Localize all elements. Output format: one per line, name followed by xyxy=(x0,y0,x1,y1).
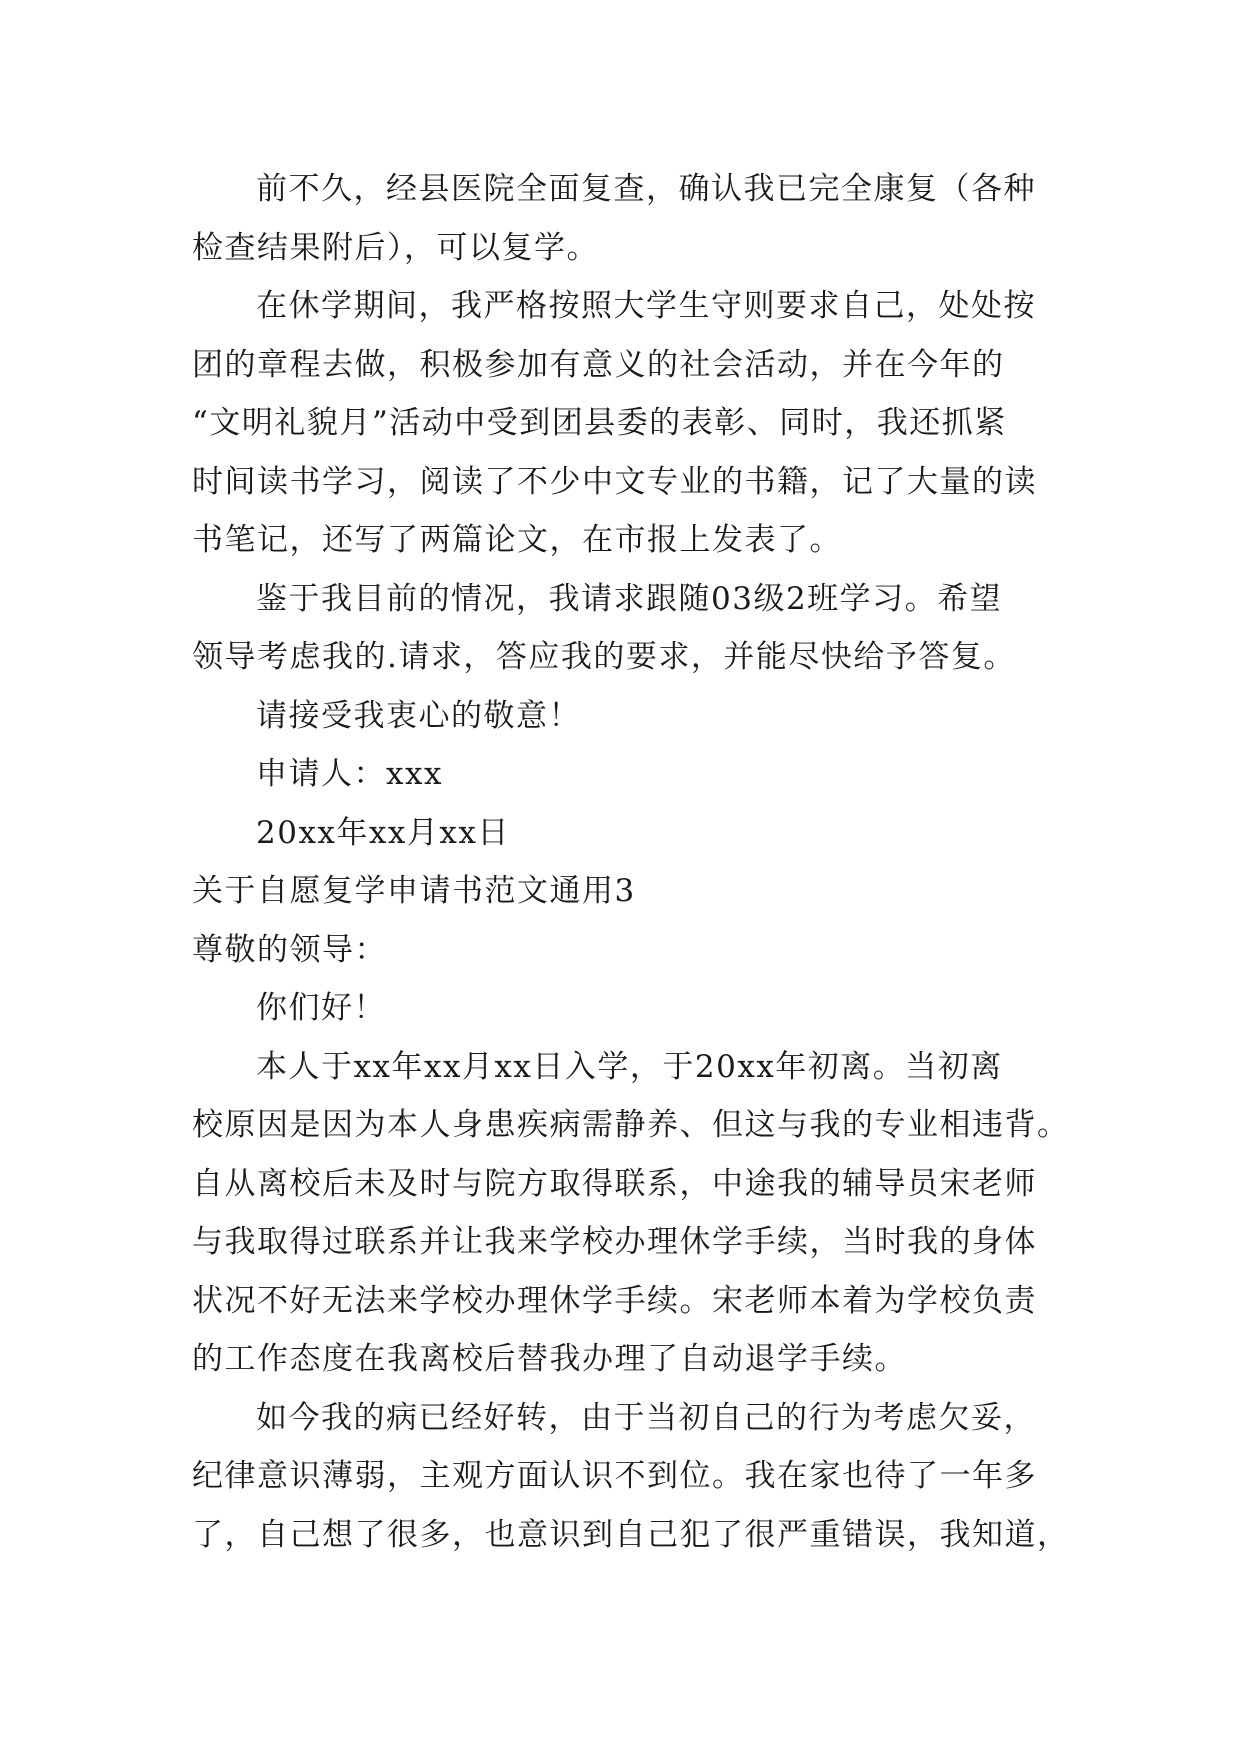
paragraph-line: 在休学期间，我严格按照大学生守则要求自己，处处按 xyxy=(256,288,1036,324)
closing-line: 请接受我衷心的敬意！ xyxy=(256,697,581,734)
paragraph-line: 鉴于我目前的情况，我请求跟随03级2班学习。希望 xyxy=(256,580,1003,617)
applicant-line: 申请人：xxx xyxy=(256,756,443,792)
paragraph-line: 状况不好无法来学校办理休学手续。宋老师本着为学校负责 xyxy=(192,1282,1037,1319)
document-body xyxy=(192,160,1070,1564)
section-heading: 关于自愿复学申请书范文通用3 xyxy=(192,873,636,909)
date-line: 20xx年xx月xx日 xyxy=(256,814,510,851)
paragraph-line: 前不久，经县医院全面复查，确认我已完全康复（各种 xyxy=(256,171,1036,207)
paragraph-line: 与我取得过联系并让我来学校办理休学手续，当时我的身体 xyxy=(192,1224,1037,1260)
paragraph-line: “文明礼貌月”活动中受到团县委的表彰、同时，我还抓紧 xyxy=(192,405,1007,441)
paragraph-line: 纪律意识薄弱，主观方面认识不到位。我在家也待了一年多 xyxy=(192,1458,1037,1494)
paragraph-line: 检查结果附后），可以复学。 xyxy=(192,229,599,266)
paragraph-line: 校原因是因为本人身患疾病需静养、但这与我的专业相违背。 xyxy=(192,1107,1070,1143)
paragraph-line: 书笔记，还写了两篇论文，在市报上发表了。 xyxy=(192,522,842,558)
paragraph-line: 了，自己想了很多，也意识到自己犯了很严重错误，我知道， xyxy=(192,1516,1070,1553)
paragraph-line: 的工作态度在我离校后替我办理了自动退学手续。 xyxy=(192,1341,907,1377)
paragraph-line: 领导考虑我的.请求，答应我的要求，并能尽快给予答复。 xyxy=(192,639,1016,675)
paragraph-line: 自从离校后未及时与院方取得联系，中途我的辅导员宋老师 xyxy=(192,1165,1037,1202)
paragraph-line: 如今我的病已经好转，由于当初自己的行为考虑欠妥， xyxy=(256,1399,1036,1436)
salutation-line: 尊敬的领导： xyxy=(192,931,387,968)
greeting-line: 你们好！ xyxy=(256,990,386,1026)
paragraph-line: 时间读书学习，阅读了不少中文专业的书籍，记了大量的读 xyxy=(192,463,1037,500)
paragraph-line: 团的章程去做，积极参加有意义的社会活动，并在今年的 xyxy=(192,346,1005,383)
paragraph-line: 本人于xx年xx月xx日入学，于20xx年初离。当初离 xyxy=(256,1048,1003,1085)
